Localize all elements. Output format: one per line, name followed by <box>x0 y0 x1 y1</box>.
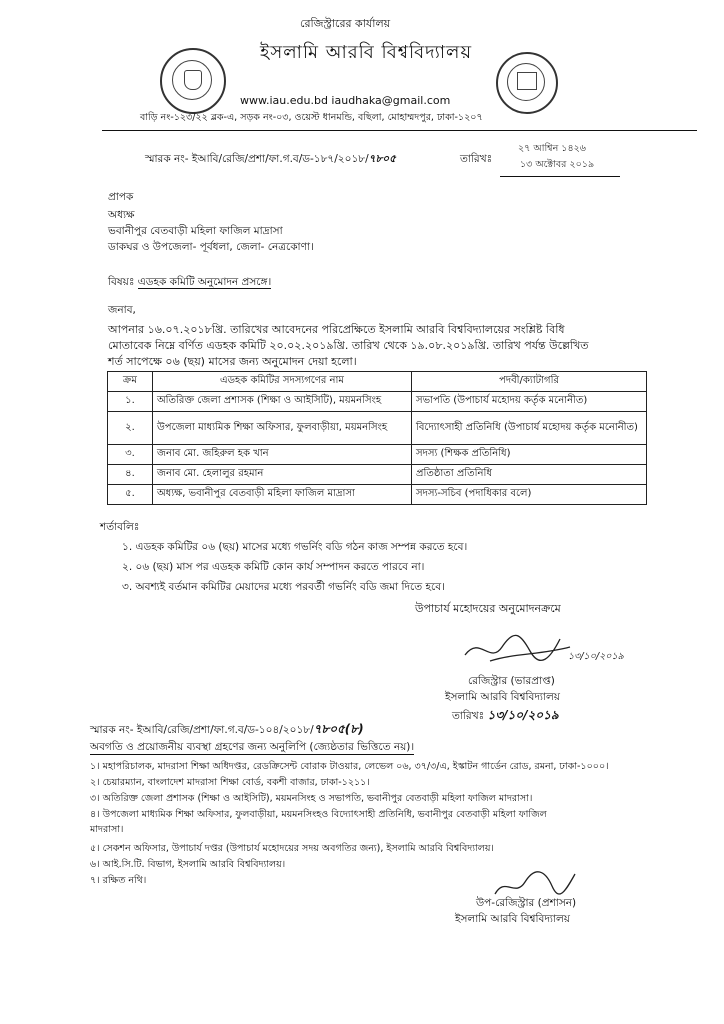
row-serial: ৫. <box>108 485 153 505</box>
memo-date-label: তারিখঃ <box>460 153 493 165</box>
table-row <box>108 445 647 465</box>
copy-heading: অবগতি ও প্রয়োজনীয় ব্যবস্থা গ্রহণের জন্য অনুলিপি (জ্যেষ্ঠতার ভিত্তিতে নয়)। <box>90 741 415 753</box>
copy-ref-label: স্মারক নং- ইআবি/রেজি/প্রশা/ফা.গ.ব/ড-১০৪/২০১৮/ <box>90 724 314 736</box>
conditions-label: শর্তাবলিঃ <box>100 521 140 533</box>
registrar-signature <box>460 625 590 673</box>
committee-table <box>107 371 647 505</box>
recipient-title: অধ্যক্ষ <box>108 209 135 221</box>
recipient-label: প্রাপক <box>108 191 134 203</box>
memo-ref-number: ৭৮০৫ <box>368 153 396 165</box>
subject-text: এডহক কমিটি অনুমোদন প্রসঙ্গে। <box>137 276 272 288</box>
copy-item-1: ১। মহাপরিচালক, মাদরাসা শিক্ষা অধিদপ্তর, রেডক্রিসেন্ট বোরাক টাওয়ার, লেভেল ০৬, ৩৭/৩/এ, ইস্কাটন গার্ডেন রোড, রমনা, ঢাকা-১০০০। <box>90 761 609 772</box>
row-designation: সদস্য (শিক্ষক প্রতিনিধি) <box>412 445 647 465</box>
condition-item-2: ২. ০৬ (ছয়) মাস পর এডহক কমিটি কোন কার্য সম্পাদন করতে পারবে না। <box>122 561 425 573</box>
table-row <box>108 412 647 445</box>
committee-table-header <box>108 372 647 392</box>
row-member-name: অধ্যক্ষ, ভবানীপুর বেতবাড়ী মহিলা ফাজিল মাদ্রাসা <box>153 485 412 505</box>
university-logo-right <box>496 52 558 114</box>
body-paragraph-line-1: আপনার ১৬.০৭.২০১৮খ্রি. তারিখের আবেদনের পরিপ্রেক্ষিতে ইসলামি আরবি বিশ্ববিদ্যালয়ের সংশ্লিষ্ট বিধি <box>108 323 565 336</box>
table-row <box>108 392 647 412</box>
recipient-institution: ভবানীপুর বেতবাড়ী মহিলা ফাজিল মাদ্রাসা <box>108 225 283 237</box>
copy-item-4-cont: মাদরাসা। <box>90 824 124 835</box>
row-member-name: জনাব মো. হেলালুর রহমান <box>153 465 412 485</box>
body-paragraph-line-3: শর্ত সাপেক্ষে ০৬ (ছয়) মাসের জন্য অনুমোদন দেয়া হলো। <box>108 355 357 368</box>
row-member-name: উপজেলা মাধ্যমিক শিক্ষা অফিসার, ফুলবাড়ীয়া, ময়মনসিংহ <box>153 412 412 445</box>
university-name: ইসলামি আরবি বিশ্ববিদ্যালয় <box>260 42 473 63</box>
office-name: রেজিস্ট্রারের কার্যালয় <box>300 17 391 30</box>
header-designation: পদবী/ক্যাটাগরি <box>412 372 647 392</box>
row-serial: ১. <box>108 392 153 412</box>
copy-item-2: ২। চেয়ারম্যান, বাংলাদেশ মাদরাসা শিক্ষা বোর্ড, বকশী বাজার, ঢাকা-১২১১। <box>90 777 370 788</box>
copy-date-label: তারিখঃ <box>452 710 485 722</box>
deputy-registrar-title: উপ-রেজিস্ট্রার (প্রশাসন) <box>476 897 577 909</box>
registrar-handwritten-date: ১৩/১০/২০১৯ <box>568 651 624 662</box>
copy-item-6: ৬। আই.সি.টি. বিভাগ, ইসলামি আরবি বিশ্ববিদ্যালয়। <box>90 859 286 870</box>
approval-line: উপাচার্য মহোদয়ের অনুমোদনক্রমে <box>415 602 561 615</box>
row-designation: সদস্য-সচিব (পদাধিকার বলে) <box>412 485 647 505</box>
university-web-email: www.iau.edu.bd iaudhaka@gmail.com <box>240 94 451 107</box>
deputy-registrar-org: ইসলামি আরবি বিশ্ববিদ্যালয় <box>455 913 570 925</box>
registrar-title: রেজিস্ট্রার (ভারপ্রাপ্ত) <box>468 675 555 687</box>
university-logo-left <box>160 48 226 114</box>
row-serial: ৪. <box>108 465 153 485</box>
row-designation: সভাপতি (উপাচার্য মহোদয় কর্তৃক মনোনীত) <box>412 392 647 412</box>
letterhead-divider <box>102 130 697 131</box>
body-paragraph-line-2: মোতাবেক নিম্নে বর্ণিত এডহক কমিটি ২০.০২.২০১৯খ্রি. তারিখ থেকে ১৯.০৮.২০১৯খ্রি. তারিখ পর্যন্ত উল্লেখিত <box>108 339 589 352</box>
condition-item-3: ৩. অবশ্যই বর্তমান কমিটির মেয়াদের মধ্যে পরবর্তী গভর্নিং বডি জমা দিতে হবে। <box>122 581 445 593</box>
row-designation: প্রতিষ্ঠাতা প্রতিনিধি <box>412 465 647 485</box>
salutation: জনাব, <box>108 304 136 316</box>
copy-memo-reference <box>90 722 364 737</box>
memo-reference <box>145 152 396 166</box>
date-stamp-english: ১৩ অক্টোবর ২০১৯ <box>520 159 595 170</box>
date-stamp-bengali: ২৭ আশ্বিন ১৪২৬ <box>518 143 586 154</box>
row-serial: ৩. <box>108 445 153 465</box>
copy-item-3: ৩। অতিরিক্ত জেলা প্রশাসক (শিক্ষা ও আইসিটি), ময়মনসিংহ ও সভাপতি, ভবানীপুর বেতবাড়ী মহিলা ফাজিল মাদরাসা। <box>90 793 533 804</box>
copy-date <box>452 708 559 723</box>
copy-item-7: ৭। রক্ষিত নথি। <box>90 875 147 886</box>
copy-ref-number: ৭৮০৫(৮) <box>313 722 364 736</box>
header-member-name: এডহক কমিটির সদস্যগণের নাম <box>153 372 412 392</box>
copy-item-4: ৪। উপজেলা মাধ্যমিক শিক্ষা অফিসার, ফুলবাড়ীয়া, ময়মনসিংহও বিদ্যোৎসাহী প্রতিনিধি, ভবানীপুর বেতবাড়ী মহিলা ফাজিল <box>90 809 547 820</box>
registrar-org: ইসলামি আরবি বিশ্ববিদ্যালয় <box>445 691 560 703</box>
subject-line <box>108 275 271 289</box>
university-address: বাড়ি নং-১২৩/২২ ব্লক-এ, সড়ক নং-০৩, ওয়েস্ট ধানমন্ডি, বছিলা, মোহাম্মদপুর, ঢাকা-১২০৭ <box>140 112 483 123</box>
date-stamp <box>500 140 620 177</box>
memo-ref-label: স্মারক নং- ইআবি/রেজি/প্রশা/ফা.গ.ব/ড-১৮৭/২০১৮/ <box>145 153 369 165</box>
table-row <box>108 465 647 485</box>
copy-date-value: ১৩/১০/২০১৯ <box>487 708 559 722</box>
condition-item-1: ১. এডহক কমিটির ০৬ (ছয়) মাসের মধ্যে গভর্নিং বডি গঠন কাজ সম্পন্ন করতে হবে। <box>122 541 468 553</box>
copy-item-5: ৫। সেকশন অফিসার, উপাচার্য দপ্তর (উপাচার্য মহোদয়ের সদয় অবগতির জন্য), ইসলামি আরবি বিশ্ববিদ্যালয়। <box>90 843 494 854</box>
row-designation: বিদ্যোৎসাহী প্রতিনিধি (উপাচার্য মহোদয় কর্তৃক মনোনীত) <box>412 412 647 445</box>
table-row <box>108 485 647 505</box>
row-member-name: জনাব মো. জহিরুল হক খান <box>153 445 412 465</box>
row-member-name: অতিরিক্ত জেলা প্রশাসক (শিক্ষা ও আইসিটি), ময়মনসিংহ <box>153 392 412 412</box>
row-serial: ২. <box>108 412 153 445</box>
recipient-address: ডাকঘর ও উপজেলা- পূর্বধলা, জেলা- নেত্রকোণা। <box>108 241 314 253</box>
subject-label: বিষয়ঃ <box>108 276 135 288</box>
header-serial: ক্রম <box>108 372 153 392</box>
